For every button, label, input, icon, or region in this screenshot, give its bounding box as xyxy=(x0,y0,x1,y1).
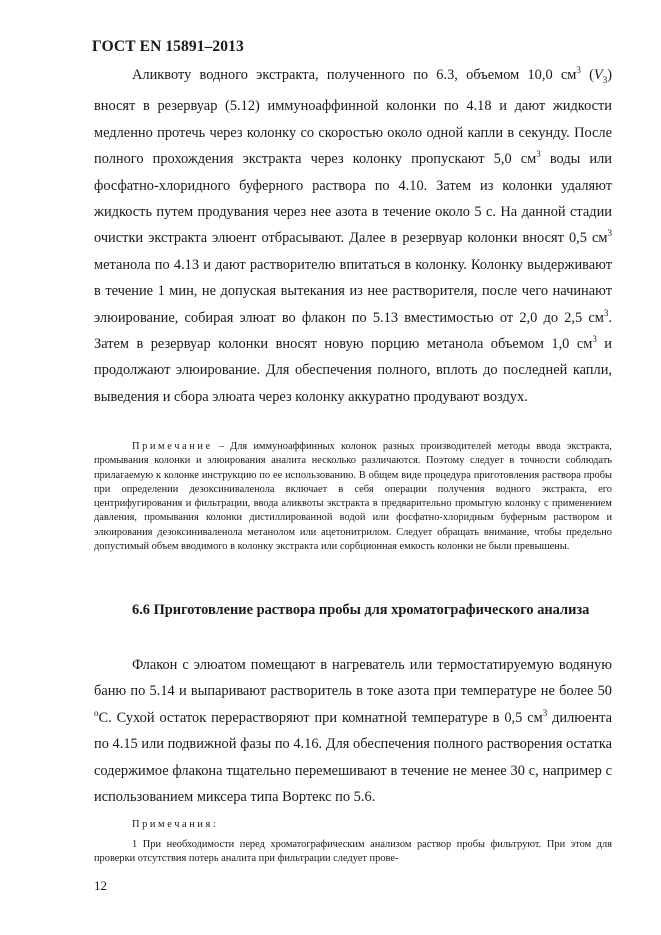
paragraph-extract-procedure: Аликвоту водного экстракта, полученного по 6.3, объемом 10,0 $см^3$ $(V_3)$ вносят в резервуар (5.12) иммуноаффинной колонки по 4.18 и дают жидкости медленно протечь через колонку со скоростью около одной капли в секунду. После полного прохождения экстракта через колонку пропускают 5,0 $см^3$ воды или фосфатно-хлоридного буферного раствора по 4.10. Затем из колонки удаляют жидкость путем продувания через нее азота в течение около 5 с. На данной стадии очистки экстракта элюент отбрасывают. Далее в резервуар колонки вносят 0,5 $см^3$ метанола по 4.13 и дают растворителю впитаться в колонку. Колонку выдерживают в течение 1 мин, не допуская вытекания из нее растворителя, после чего начинают элюирование, собирая элюат во флакон по 5.13 вместимостью от 2,0 до 2,5 $см^3$. Затем в резервуар колонки вносят новую порцию метанола объемом 1,0 $см^3$ и продолжают элюирование. Для обеспечения полного, вплоть до последней капли, выведения и сбора элюата через колонку аккуратно продувают воздух. xyxy=(94,65,612,405)
document-header: ГОСТ EN 15891–2013 xyxy=(92,38,244,55)
section-heading-6-6: 6.6 Приготовление раствора пробы для хроматографического анализа xyxy=(132,602,590,618)
note-label: Примечание xyxy=(132,441,213,452)
note-immunoaffinity-columns: Примечание – Для иммуноаффинных колонок разных производителей методы ввода экстракта, промывания колонки и элюирования аналита несколько различаются. Поэтому следует в точности соблюдать прилагаемую к колонке инструкцию по ее использованию. В общем виде процедура приготовления раствора пробы при определении дезоксиниваленола включает в себя операции получения водного экстракта, его центрифугирования и фильтрации, ввода аликвоты экстракта в предварительно промытую колонку с применением давления, промывания колонки дистиллированной водой или фосфатно-хлоридным буферным раствором и элюирования дезоксиниваленола метанолом или ацетонитрилом. Следует обращать внимание, чтобы предельно допустимый объем вводимого в колонку экстракта или сорбционная емкость колонки не были превышены. xyxy=(94,441,612,553)
page-number: 12 xyxy=(94,878,107,893)
note-item-1: 1 При необходимости перед хроматографическим анализом раствор пробы фильтруют. При этом для проверки отсутствия потерь аналита при фильтрации следует прове- xyxy=(94,839,612,865)
notes-label: Примечания: xyxy=(132,819,219,830)
paragraph-sample-solution: Флакон с элюатом помещают в нагреватель или термостатируемую водяную баню по 5.14 и выпаривают растворитель в токе азота при температуре не более 50 $^о$С. Сухой остаток перерастворяют при комнатной температуре в 0,5 $см^3$ дилюента по 4.15 или подвижной фазы по 4.16. Для обеспечения полного растворения остатка содержимое флакона тщательно перемешивают в течение не менее 30 с, например с использованием миксера типа Вортекс по 5.6. xyxy=(94,657,612,806)
